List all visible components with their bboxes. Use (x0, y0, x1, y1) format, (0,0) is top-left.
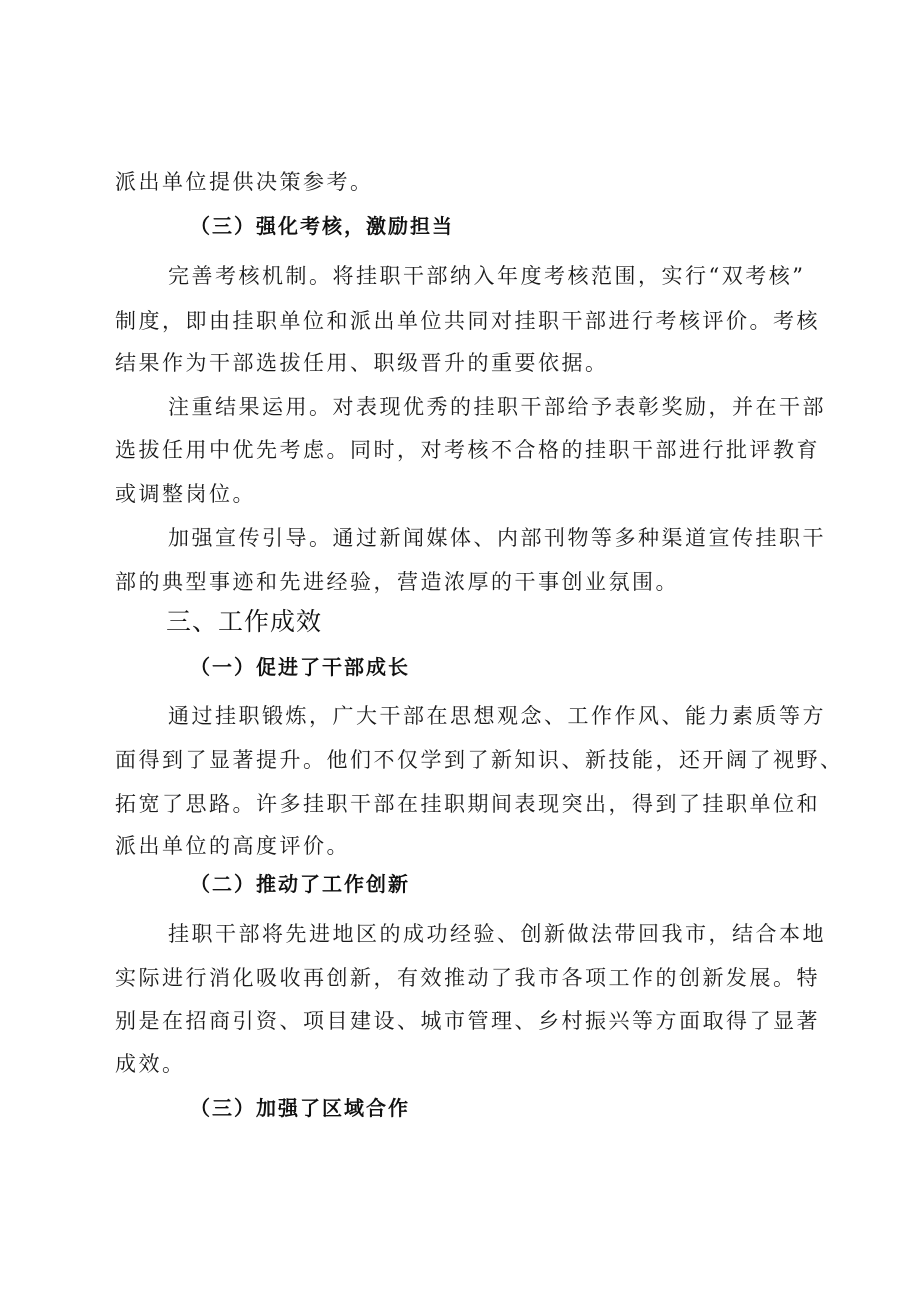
paragraph-line: 面得到了显著提升。他们不仅学到了新知识、新技能，还开阔了视野、 (115, 748, 844, 772)
subheading-regional-cooperation: （三）加强了区域合作 (190, 1096, 410, 1120)
paragraph-line: 拓宽了思路。许多挂职干部在挂职期间表现突出，得到了挂职单位和 (115, 792, 820, 816)
paragraph-line: 挂职干部将先进地区的成功经验、创新做法带回我市，结合本地 (168, 922, 826, 946)
paragraph-line: 加强宣传引导。通过新闻媒体、内部刊物等多种渠道宣传挂职干 (168, 526, 826, 550)
paragraph-line: 或调整岗位。 (115, 482, 256, 506)
section-title-work-results: 三、工作成效 (166, 607, 323, 636)
paragraph-line: 完善考核机制。将挂职干部纳入年度考核范围，实行“双考核” (168, 264, 806, 288)
subheading-work-innovation: （二）推动了工作创新 (190, 872, 410, 896)
paragraph-line: 派出单位提供决策参考。 (115, 170, 374, 194)
paragraph-line: 制度，即由挂职单位和派出单位共同对挂职干部进行考核评价。考核 (115, 309, 820, 333)
paragraph-line: 成效。 (115, 1052, 186, 1076)
paragraph-line: 通过挂职锻炼，广大干部在思想观念、工作作风、能力素质等方 (168, 704, 826, 728)
paragraph-line: 结果作为干部选拔任用、职级晋升的重要依据。 (115, 351, 609, 375)
paragraph-line: 派出单位的高度评价。 (115, 834, 350, 858)
subheading-strengthen-assessment: （三）强化考核，激励担当 (190, 214, 454, 238)
subheading-cadre-growth: （一）促进了干部成长 (190, 655, 410, 679)
paragraph-line: 选拔任用中优先考虑。同时，对考核不合格的挂职干部进行批评教育 (115, 438, 820, 462)
paragraph-line: 注重结果运用。对表现优秀的挂职干部给予表彰奖励，并在干部 (168, 395, 826, 419)
paragraph-line: 部的典型事迹和先进经验，营造浓厚的干事创业氛围。 (115, 570, 679, 594)
paragraph-line: 别是在招商引资、项目建设、城市管理、乡村振兴等方面取得了显著 (115, 1009, 820, 1033)
paragraph-line: 实际进行消化吸收再创新，有效推动了我市各项工作的创新发展。特 (115, 966, 820, 990)
